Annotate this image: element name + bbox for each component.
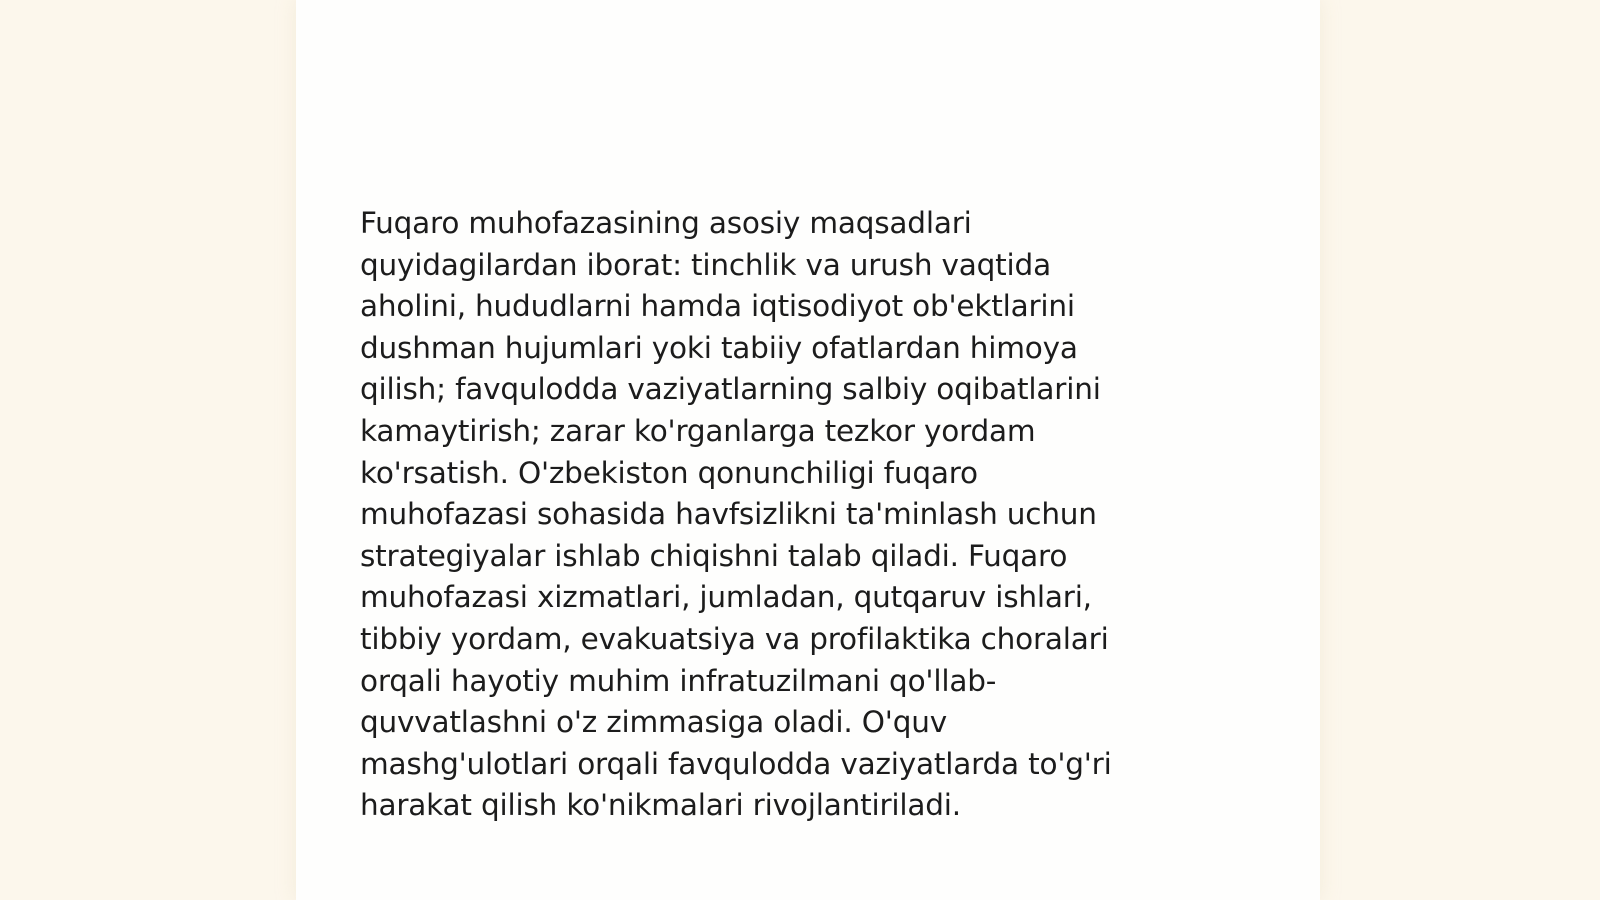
paragraph-line: dushman hujumlari yoki tabiiy ofatlardan himoya: [360, 330, 1078, 365]
paragraph-line: quyidagilardan iborat: tinchlik va urush vaqtida: [360, 247, 1051, 282]
paragraph-line: qilish; favqulodda vaziyatlarning salbiy oqibatlarini: [360, 372, 1101, 407]
paragraph-line: mashg'ulotlari orqali favqulodda vaziyatlarda to'g'ri: [360, 746, 1112, 781]
paragraph-line: strategiyalar ishlab chiqishni talab qiladi. Fuqaro: [360, 538, 1068, 573]
paragraph-line: kamaytirish; zarar ko'rganlarga tezkor yordam: [360, 413, 1036, 448]
paragraph-line: Fuqaro muhofazasining asosiy maqsadlari: [360, 206, 972, 240]
paragraph-line: harakat qilish ko'nikmalari rivojlantiriladi.: [360, 788, 961, 823]
body-paragraph: [360, 203, 1220, 827]
paragraph-line: orqali hayotiy muhim infratuzilmani qo'llab-: [360, 663, 997, 698]
paragraph-line: muhofazasi sohasida havfsizlikni ta'minlash uchun: [360, 497, 1097, 532]
paragraph-line: aholini, hududlarni hamda iqtisodiyot ob'ektlarini: [360, 289, 1075, 324]
paragraph-line: muhofazasi xizmatlari, jumladan, qutqaruv ishlari,: [360, 580, 1092, 615]
paragraph-line: tibbiy yordam, evakuatsiya va profilaktika choralari: [360, 621, 1109, 656]
paragraph-line: quvvatlashni o'z zimmasiga oladi. O'quv: [360, 705, 947, 740]
paragraph-line: ko'rsatish. O'zbekiston qonunchiligi fuqaro: [360, 455, 978, 490]
document-page: [296, 0, 1320, 900]
